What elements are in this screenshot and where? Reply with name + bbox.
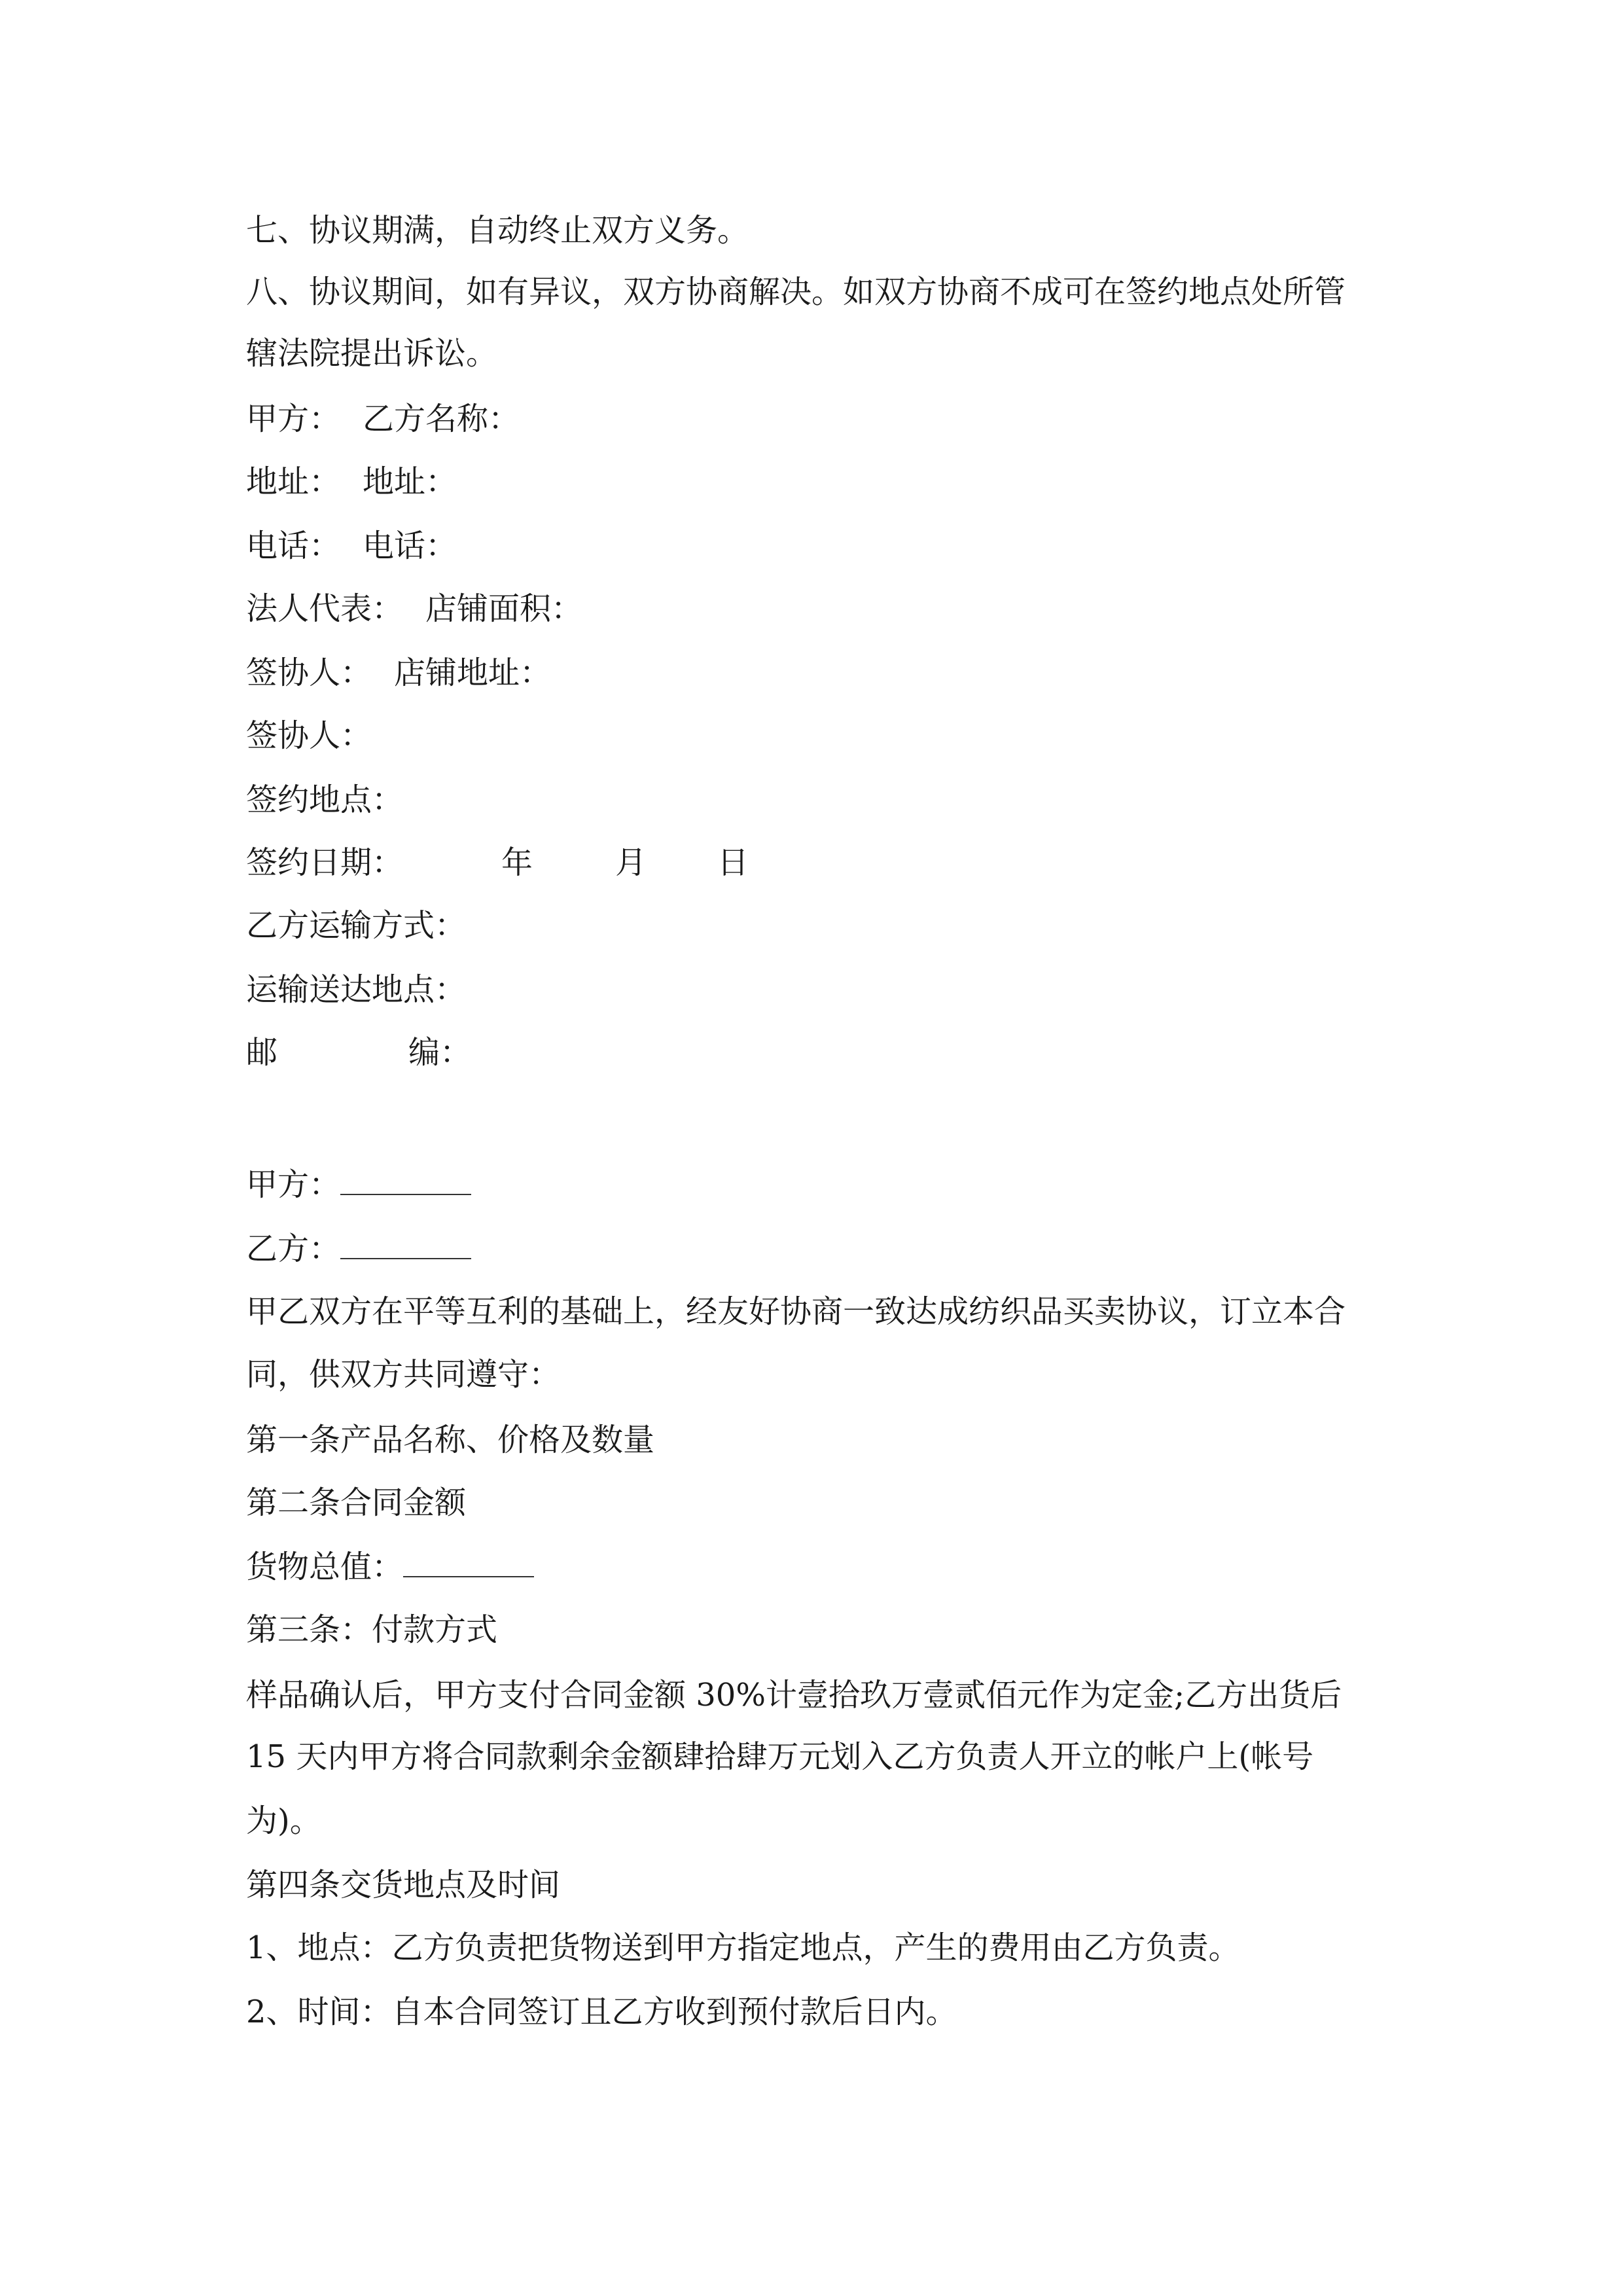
payment-line-2 bbox=[246, 1737, 1313, 1776]
party-row-signer bbox=[246, 653, 551, 692]
delivery-location-text: 1、地点：乙方负责把货物送到甲方指定地点，产生的费用由乙方负责。 bbox=[246, 1929, 1240, 1966]
preamble-line-1 bbox=[246, 1292, 1346, 1331]
transport-method-label: 乙方运输方式： bbox=[246, 907, 467, 944]
clause-8-line-1 bbox=[246, 272, 1346, 312]
party-b-sign-label: 乙方： bbox=[246, 1230, 341, 1267]
total-value-row bbox=[246, 1547, 534, 1587]
preamble-text-2: 同，供双方共同遵守： bbox=[246, 1356, 561, 1393]
payment-line-1 bbox=[246, 1676, 1342, 1715]
party-a-sign-row bbox=[246, 1165, 471, 1204]
article-1-heading bbox=[246, 1420, 654, 1460]
store-area-label: 店铺面积： bbox=[425, 590, 583, 627]
party-row-name bbox=[246, 399, 520, 439]
delivery-time-text: 2、时间：自本合同签订且乙方收到预付款后日内。 bbox=[246, 1994, 957, 2030]
preamble-text-1: 甲乙双方在平等互利的基础上，经友好协商一致达成纺织品买卖协议，订立本合 bbox=[246, 1293, 1346, 1330]
legal-representative-label: 法人代表： bbox=[246, 590, 404, 627]
article-1-text: 第一条产品名称、价格及数量 bbox=[246, 1422, 655, 1458]
payment-text-1: 样品确认后，甲方支付合同金额 30%计壹拾玖万壹贰佰元作为定金;乙方出货后 bbox=[246, 1677, 1342, 1713]
party-b-phone-label: 电话： bbox=[363, 528, 457, 564]
party-b-sign-blank bbox=[340, 1229, 471, 1259]
payment-text-3: 为)。 bbox=[246, 1803, 321, 1839]
signer-label-2: 签协人： bbox=[246, 717, 372, 754]
postcode-label-part-2: 编： bbox=[408, 1034, 472, 1071]
article-2-text: 第二条合同金额 bbox=[246, 1484, 467, 1521]
party-b-address-label: 地址： bbox=[363, 463, 457, 500]
article-3-heading bbox=[246, 1610, 497, 1649]
article-3-text: 第三条：付款方式 bbox=[246, 1611, 498, 1648]
signing-date-row bbox=[246, 843, 749, 882]
total-value-blank bbox=[403, 1547, 534, 1577]
total-value-label: 货物总值： bbox=[246, 1549, 404, 1585]
party-a-address-label: 地址： bbox=[246, 463, 341, 500]
delivery-place-label: 运输送达地点： bbox=[246, 971, 467, 1008]
delivery-location-row bbox=[246, 1928, 1240, 1967]
article-2-heading bbox=[246, 1483, 466, 1522]
transport-method-row bbox=[246, 906, 466, 945]
preamble-line-2 bbox=[246, 1355, 560, 1394]
clause-8-text-1: 八、协议期间，如有异议，双方协商解决。如双方协商不成可在签约地点处所管 bbox=[246, 274, 1346, 310]
clause-8-text-2: 辖法院提出诉讼。 bbox=[246, 335, 498, 372]
payment-line-3 bbox=[246, 1801, 321, 1840]
party-row-representative bbox=[246, 589, 582, 628]
signer-label: 签协人： bbox=[246, 655, 372, 691]
delivery-place-row bbox=[246, 970, 466, 1009]
signing-place-row bbox=[246, 780, 403, 819]
signing-date-label: 签约日期： bbox=[246, 844, 404, 881]
party-row-address bbox=[246, 462, 457, 501]
party-b-name-label: 乙方名称： bbox=[363, 401, 520, 437]
clause-7 bbox=[246, 211, 749, 250]
party-b-sign-row bbox=[246, 1229, 471, 1268]
year-label: 年 bbox=[501, 844, 533, 881]
signing-place-label: 签约地点： bbox=[246, 781, 404, 818]
party-a-phone-label: 电话： bbox=[246, 528, 341, 564]
postcode-row bbox=[246, 1033, 471, 1072]
clause-7-text: 七、协议期满，自动终止双方义务。 bbox=[246, 212, 749, 249]
party-row-phone bbox=[246, 526, 457, 565]
article-4-text: 第四条交货地点及时间 bbox=[246, 1867, 561, 1903]
day-label: 日 bbox=[717, 844, 749, 881]
payment-text-2: 15 天内甲方将合同款剩余金额肆拾肆万元划入乙方负责人开立的帐户上(帐号 bbox=[246, 1738, 1314, 1775]
party-a-label: 甲方： bbox=[246, 401, 341, 437]
postcode-label-part-1: 邮 bbox=[246, 1034, 278, 1071]
party-a-sign-label: 甲方： bbox=[246, 1166, 341, 1203]
month-label: 月 bbox=[615, 844, 647, 881]
party-a-sign-blank bbox=[340, 1165, 471, 1195]
delivery-time-row bbox=[246, 1992, 957, 2032]
clause-8-line-2 bbox=[246, 334, 497, 373]
store-address-label: 店铺地址： bbox=[394, 655, 552, 691]
signer-row bbox=[246, 716, 372, 755]
article-4-heading bbox=[246, 1865, 560, 1905]
